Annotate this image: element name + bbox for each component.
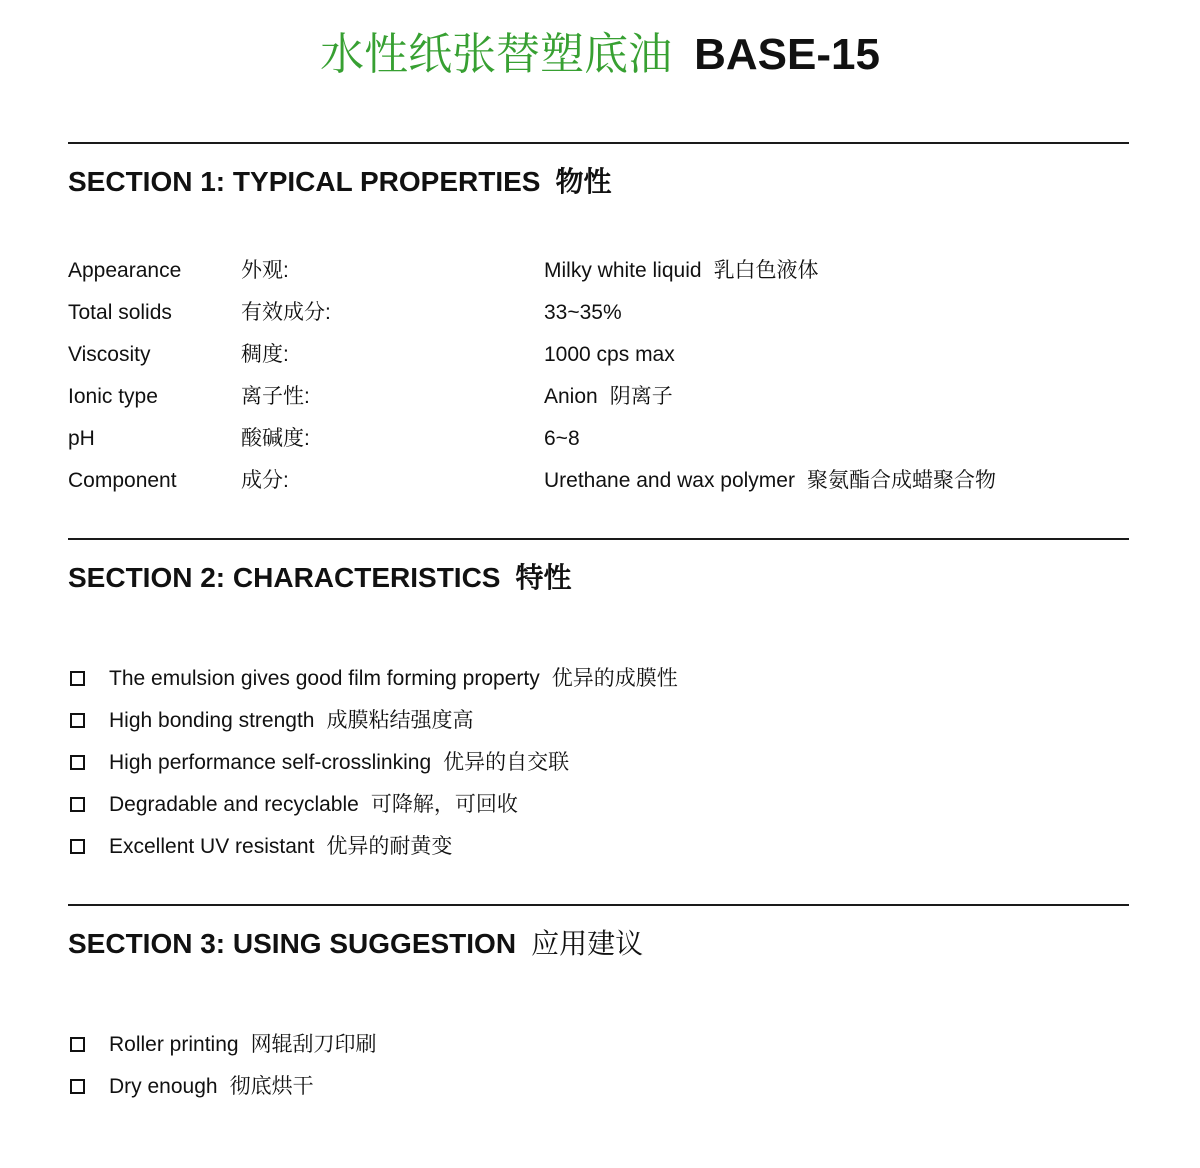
property-label-zh: 酸碱度: [241, 427, 310, 450]
property-label-zh: 稠度: [241, 343, 289, 366]
property-value-en: Urethane and wax polymer [544, 469, 795, 492]
property-row [0, 258, 1200, 284]
property-label-zh: 有效成分: [241, 301, 331, 324]
item-text [109, 708, 473, 734]
property-value [544, 426, 580, 452]
suggestion-item [0, 1074, 1200, 1100]
characteristic-item [0, 708, 1200, 734]
item-text-zh: 网辊刮刀印刷 [250, 1033, 377, 1056]
item-text-zh: 优异的自交联 [443, 751, 570, 774]
item-text-en: Degradable and recyclable [109, 793, 359, 816]
section-heading-en: SECTION 3: USING SUGGESTION [68, 928, 517, 959]
section-divider [68, 904, 1129, 906]
property-value [544, 468, 996, 494]
section-heading-zh: 物性 [555, 166, 612, 197]
item-text-en: Excellent UV resistant [109, 835, 315, 858]
item-text-zh: 可降解，可回收 [370, 793, 518, 816]
property-row [0, 384, 1200, 410]
property-value-zh: 乳白色液体 [713, 259, 819, 282]
property-label-zh: 外观: [241, 259, 289, 282]
checkbox-icon [70, 797, 85, 812]
property-label: pH [68, 427, 95, 450]
section-heading-zh: 应用建议 [531, 928, 644, 959]
checkbox-icon [70, 1037, 85, 1052]
item-text [109, 792, 518, 818]
property-value [544, 258, 819, 284]
section-divider [68, 142, 1129, 144]
item-text [109, 834, 452, 860]
section-divider [68, 538, 1129, 540]
page-title [0, 29, 1200, 81]
property-label: Total solids [68, 301, 172, 324]
characteristic-item [0, 666, 1200, 692]
property-value-zh: 阴离子 [609, 385, 673, 408]
section-1-heading [68, 165, 611, 199]
checkbox-icon [70, 671, 85, 686]
property-label-zh: 成分: [241, 469, 289, 492]
suggestion-item [0, 1032, 1200, 1058]
section-3-heading [68, 927, 643, 961]
property-label: Viscosity [68, 343, 151, 366]
item-text [109, 1032, 377, 1058]
item-text-en: High performance self-crosslinking [109, 751, 432, 774]
property-value-en: 33~35% [544, 301, 622, 324]
section-2-heading [68, 561, 571, 595]
checkbox-icon [70, 713, 85, 728]
property-label: Component [68, 469, 177, 492]
property-label-zh: 离子性: [241, 385, 310, 408]
property-value [544, 384, 673, 410]
item-text-zh: 优异的成膜性 [551, 667, 678, 690]
property-value-en: Milky white liquid [544, 259, 702, 282]
property-row [0, 300, 1200, 326]
item-text-en: Roller printing [109, 1033, 239, 1056]
section-heading-en: SECTION 2: CHARACTERISTICS [68, 562, 501, 593]
item-text-en: The emulsion gives good film forming property [109, 667, 540, 690]
title-zh: 水性纸张替塑底油 [320, 30, 673, 79]
item-text-en: Dry enough [109, 1075, 218, 1098]
property-row [0, 342, 1200, 368]
characteristic-item [0, 750, 1200, 776]
property-value-en: 1000 cps max [544, 343, 675, 366]
property-label: Appearance [68, 259, 182, 282]
property-value-en: 6~8 [544, 427, 580, 450]
item-text [109, 750, 569, 776]
item-text-zh: 成膜粘结强度高 [326, 709, 474, 732]
section-heading-zh: 特性 [515, 562, 572, 593]
property-value-zh: 聚氨酯合成蜡聚合物 [806, 469, 996, 492]
section-heading-en: SECTION 1: TYPICAL PROPERTIES [68, 166, 541, 197]
checkbox-icon [70, 839, 85, 854]
checkbox-icon [70, 755, 85, 770]
property-value-en: Anion [544, 385, 598, 408]
characteristic-item [0, 792, 1200, 818]
property-row [0, 426, 1200, 452]
product-code: BASE-15 [694, 30, 880, 79]
item-text-en: High bonding strength [109, 709, 315, 732]
property-row [0, 468, 1200, 494]
item-text [109, 1074, 314, 1100]
property-value [544, 300, 622, 326]
characteristic-item [0, 834, 1200, 860]
property-value [544, 342, 675, 368]
item-text-zh: 彻底烘干 [229, 1075, 314, 1098]
item-text-zh: 优异的耐黄变 [326, 835, 453, 858]
item-text [109, 666, 678, 692]
checkbox-icon [70, 1079, 85, 1094]
property-label: Ionic type [68, 385, 158, 408]
